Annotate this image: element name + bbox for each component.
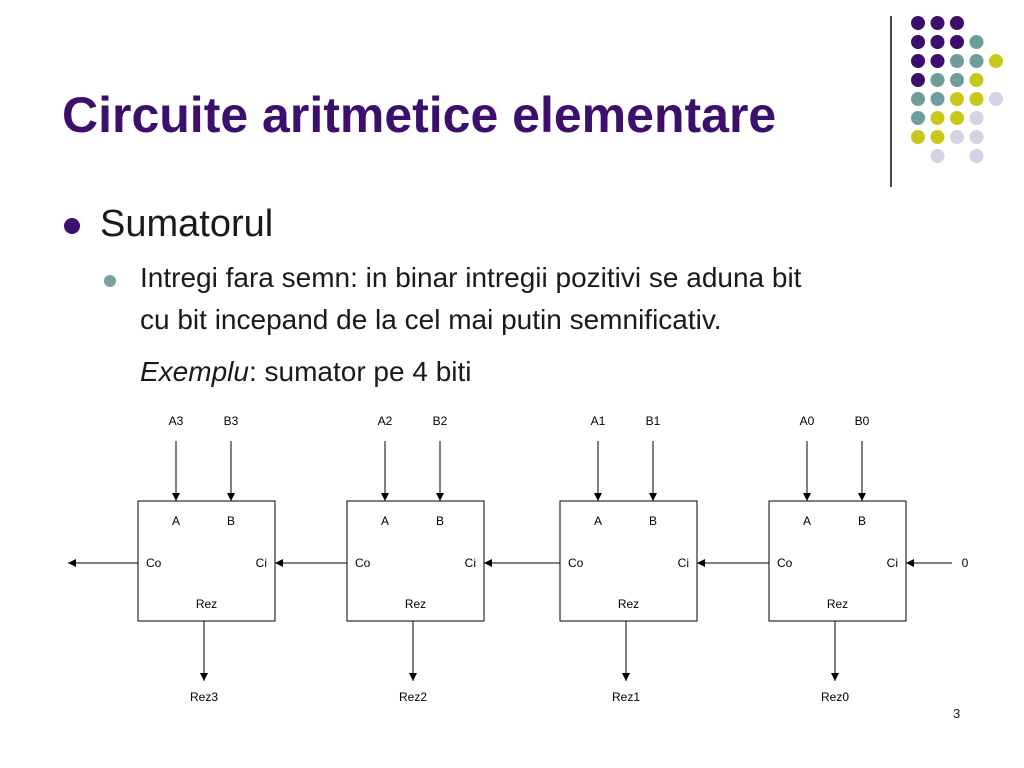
port-a-label: A [380, 514, 390, 528]
carry-in-port-label: Ci [677, 556, 689, 570]
carry-out-port-label: Co [146, 556, 162, 570]
input-b-label: B0 [854, 414, 870, 428]
port-b-label: B [435, 514, 445, 528]
bullet-level2-line1: Intregi fara semn: in binar intregii pozitivi se aduna bit [140, 262, 802, 293]
example-label: Exemplu [140, 356, 249, 387]
result-port-label: Rez [404, 597, 427, 611]
bullet-level2-line2: cu bit incepand de la cel mai putin semnificativ. [140, 304, 722, 335]
input-a-label: A1 [590, 414, 606, 428]
bullet-level1-text: Sumatorul [100, 203, 274, 245]
carry-in-port-label: Ci [255, 556, 267, 570]
input-b-label: B1 [645, 414, 661, 428]
carry-in-zero-label: 0 [961, 556, 969, 570]
carry-out-port-label: Co [568, 556, 584, 570]
port-b-label: B [648, 514, 658, 528]
carry-out-port-label: Co [355, 556, 371, 570]
result-port-label: Rez [195, 597, 218, 611]
port-b-label: B [226, 514, 236, 528]
carry-in-port-label: Ci [886, 556, 898, 570]
input-a-label: A2 [377, 414, 393, 428]
port-b-label: B [857, 514, 867, 528]
result-output-label: Rez2 [398, 690, 428, 704]
input-b-label: B3 [223, 414, 239, 428]
page-number: 3 [953, 706, 961, 721]
input-b-label: B2 [432, 414, 448, 428]
input-a-label: A0 [799, 414, 815, 428]
result-output-label: Rez0 [820, 690, 850, 704]
input-a-label: A3 [168, 414, 184, 428]
port-a-label: A [171, 514, 181, 528]
carry-in-port-label: Ci [464, 556, 476, 570]
result-port-label: Rez [826, 597, 849, 611]
result-output-label: Rez1 [611, 690, 641, 704]
carry-out-port-label: Co [777, 556, 793, 570]
result-port-label: Rez [617, 597, 640, 611]
example-text: : sumator pe 4 biti [248, 356, 472, 387]
result-output-label: Rez3 [189, 690, 219, 704]
slide-title: Circuite aritmetice elementare [62, 87, 777, 143]
port-a-label: A [593, 514, 603, 528]
port-a-label: A [802, 514, 812, 528]
